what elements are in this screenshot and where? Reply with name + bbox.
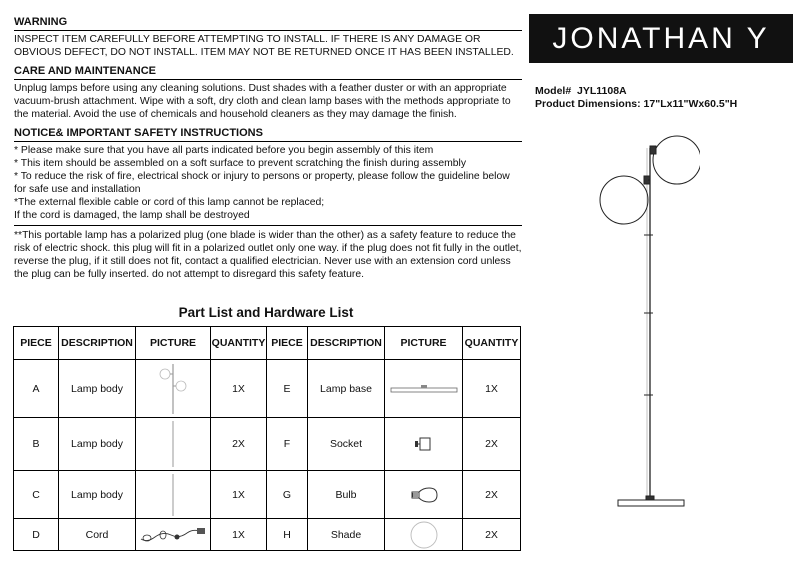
model-label: Model# [535, 85, 572, 97]
notice-line: If the cord is damaged, the lamp shall be destroyed [14, 210, 250, 221]
picture-cell [136, 519, 211, 551]
shade-icon [409, 520, 439, 550]
quantity-cell: 2X [463, 519, 521, 551]
quantity-cell: 1X [211, 360, 267, 418]
table-row [14, 418, 521, 471]
quantity-cell: 1X [211, 471, 267, 519]
header-description: DESCRIPTION [308, 327, 385, 360]
picture-cell [385, 471, 463, 519]
piece-cell: G [267, 471, 308, 519]
lamp-body-top-icon [153, 362, 193, 416]
lamp-body-rod-icon [168, 420, 178, 468]
description-cell: Cord [59, 519, 136, 551]
description-cell: Lamp body [59, 360, 136, 418]
notice-list [14, 142, 522, 222]
product-dimensions-line [535, 98, 737, 111]
lamp-base [618, 500, 684, 506]
header-picture: PICTURE [136, 327, 211, 360]
picture-cell [136, 471, 211, 519]
model-value: JYL1108A [577, 85, 627, 97]
piece-cell: D [14, 519, 59, 551]
picture-cell [385, 519, 463, 551]
notice-line: * To reduce the risk of fire, electrical shock or injury to persons or property, please follow the guideline below for safe use and installation [14, 171, 510, 195]
lamp-base-icon [389, 382, 459, 396]
picture-cell [136, 360, 211, 418]
parts-list-title: Part List and Hardware List [178, 305, 354, 320]
quantity-cell: 2X [463, 471, 521, 519]
cord-icon [137, 523, 209, 547]
model-number-line [535, 85, 737, 98]
divider [14, 225, 522, 226]
piece-cell: F [267, 418, 308, 471]
description-cell: Lamp body [59, 418, 136, 471]
quantity-cell: 2X [463, 418, 521, 471]
picture-cell [136, 418, 211, 471]
table-header-row [14, 327, 521, 360]
bulb-icon [409, 486, 439, 504]
picture-cell [385, 360, 463, 418]
polarized-plug-text: **This portable lamp has a polarized plug (one blade is wider than the other) as a safety feature to reduce the risk of electric shock. this plug will fit in a polarized outlet only one way. if the plug does not fit fully in the outlet, reverse the plug, if it still does not fit, contact a qualified electrician. Never use with an extension cord unless the plug can be fully inserted. do not attempt to disregard this safety feature. [14, 230, 522, 280]
model-info [535, 85, 737, 111]
notice-title: NOTICE& IMPORTANT SAFETY INSTRUCTIONS [14, 127, 522, 142]
quantity-cell: 1X [463, 360, 521, 418]
piece-cell: A [14, 360, 59, 418]
socket-icon [412, 435, 436, 453]
header-picture: PICTURE [385, 327, 463, 360]
table-row [14, 519, 521, 551]
dimensions-value: 17"Lx11"Wx60.5"H [643, 98, 738, 110]
description-cell: Shade [308, 519, 385, 551]
notice-line: * This item should be assembled on a soft surface to prevent scratching the finish during assembly [14, 158, 467, 169]
header-quantity: QUANTITY [463, 327, 521, 360]
floor-lamp-illustration [590, 128, 700, 513]
parts-table [13, 326, 521, 551]
header-piece: PIECE [267, 327, 308, 360]
picture-cell [385, 418, 463, 471]
header-description: DESCRIPTION [59, 327, 136, 360]
piece-cell: H [267, 519, 308, 551]
warning-title: WARNING [14, 16, 522, 31]
piece-cell: C [14, 471, 59, 519]
quantity-cell: 2X [211, 418, 267, 471]
notice-line: * Please make sure that you have all parts indicated before you begin assembly of this item [14, 145, 434, 156]
description-cell: Lamp body [59, 471, 136, 519]
description-cell: Lamp base [308, 360, 385, 418]
piece-cell: E [267, 360, 308, 418]
notice-line: *The external flexible cable or cord of this lamp cannot be replaced; [14, 197, 325, 208]
quantity-cell: 1X [211, 519, 267, 551]
care-text: Unplug lamps before using any cleaning solutions. Dust shades with a feather duster or with an appropriate vacuum-brush attachment. Wipe with a soft, dry cloth and clean lamp bases with the methods appropriate to the material. Avoid the use of chemicals and household cleaners as they may damage the finish. [14, 83, 511, 120]
shade-upper [653, 136, 700, 184]
shade-lower [600, 176, 648, 224]
table-row [14, 360, 521, 418]
table-row [14, 471, 521, 519]
instructions-column [14, 16, 522, 281]
dimensions-label: Product Dimensions: [535, 98, 641, 110]
lamp-body-rod-icon [168, 473, 178, 517]
description-cell: Socket [308, 418, 385, 471]
header-quantity: QUANTITY [211, 327, 267, 360]
header-piece: PIECE [14, 327, 59, 360]
care-title: CARE AND MAINTENANCE [14, 65, 522, 80]
brand-logo: JONATHAN Y [529, 14, 793, 63]
piece-cell: B [14, 418, 59, 471]
warning-text: INSPECT ITEM CAREFULLY BEFORE ATTEMPTING TO INSTALL. IF THERE IS ANY DAMAGE OR OBVIOUS DEFECT, DO NOT INSTALL. ITEM MAY NOT BE RETURNED ONCE IT HAS BEEN INSTALLED. [14, 34, 514, 58]
description-cell: Bulb [308, 471, 385, 519]
